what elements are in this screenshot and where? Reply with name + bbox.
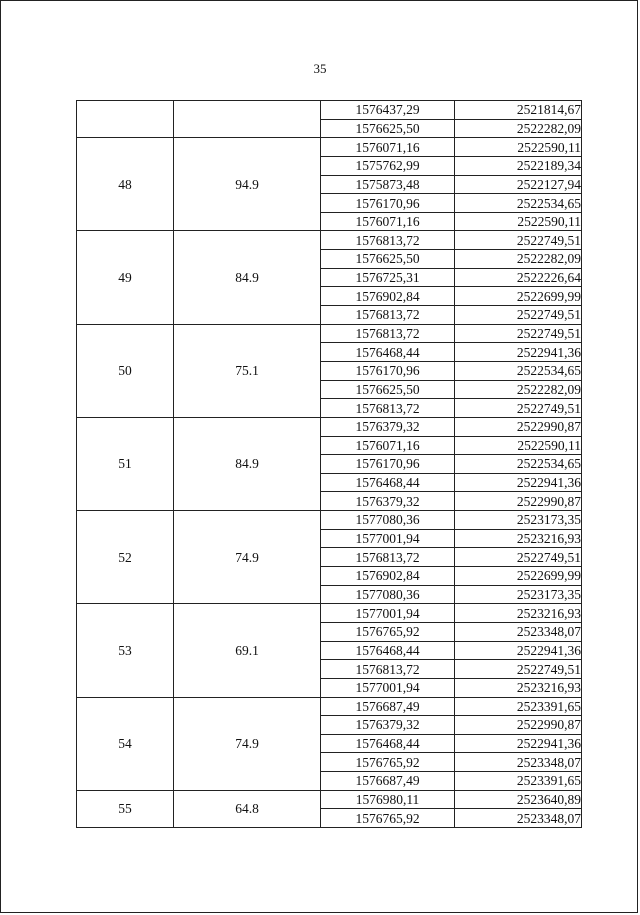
y-coordinate-cell: 2522699,99 [455,567,582,586]
parcel-number-cell: 51 [77,417,174,510]
x-coordinate-cell: 1576687,49 [321,697,455,716]
x-coordinate-cell: 1576813,72 [321,324,455,343]
y-coordinate-cell: 2522534,65 [455,455,582,474]
y-coordinate-cell: 2523173,35 [455,585,582,604]
x-coordinate-cell: 1576765,92 [321,622,455,641]
x-coordinate-cell: 1576625,50 [321,119,455,138]
parcel-value-cell: 74.9 [174,697,321,790]
y-coordinate-cell: 2523348,07 [455,809,582,828]
parcel-number-cell: 53 [77,604,174,697]
y-coordinate-cell: 2522590,11 [455,436,582,455]
x-coordinate-cell: 1576725,31 [321,268,455,287]
x-coordinate-cell: 1576468,44 [321,641,455,660]
y-coordinate-cell: 2523216,93 [455,529,582,548]
y-coordinate-cell: 2522282,09 [455,380,582,399]
parcel-number-cell: 49 [77,231,174,324]
y-coordinate-cell: 2522749,51 [455,231,582,250]
x-coordinate-cell: 1576379,32 [321,417,455,436]
x-coordinate-cell: 1576170,96 [321,455,455,474]
x-coordinate-cell: 1576687,49 [321,772,455,791]
x-coordinate-cell: 1576765,92 [321,809,455,828]
coordinates-table-body [77,101,582,828]
parcel-number-cell: 55 [77,790,174,827]
y-coordinate-cell: 2523391,65 [455,697,582,716]
y-coordinate-cell: 2522990,87 [455,417,582,436]
y-coordinate-cell: 2522590,11 [455,138,582,157]
y-coordinate-cell: 2523348,07 [455,622,582,641]
x-coordinate-cell: 1576379,32 [321,716,455,735]
x-coordinate-cell: 1577001,94 [321,604,455,623]
parcel-value-cell: 84.9 [174,231,321,324]
x-coordinate-cell: 1576170,96 [321,194,455,213]
parcel-value-cell: 75.1 [174,324,321,417]
y-coordinate-cell: 2522127,94 [455,175,582,194]
x-coordinate-cell: 1576379,32 [321,492,455,511]
y-coordinate-cell: 2522749,51 [455,548,582,567]
x-coordinate-cell: 1576813,72 [321,399,455,418]
table-row [77,417,582,436]
x-coordinate-cell: 1576765,92 [321,753,455,772]
x-coordinate-cell: 1576813,72 [321,660,455,679]
y-coordinate-cell: 2522590,11 [455,212,582,231]
parcel-number-cell: 50 [77,324,174,417]
x-coordinate-cell: 1577001,94 [321,678,455,697]
x-coordinate-cell: 1576071,16 [321,436,455,455]
table-row [77,604,582,623]
x-coordinate-cell: 1576468,44 [321,343,455,362]
table-row [77,138,582,157]
table-row [77,697,582,716]
y-coordinate-cell: 2523216,93 [455,604,582,623]
y-coordinate-cell: 2522941,36 [455,473,582,492]
page-number: 35 [313,61,327,76]
y-coordinate-cell: 2522534,65 [455,361,582,380]
coordinates-table [76,100,582,828]
parcel-value-cell [174,101,321,138]
x-coordinate-cell: 1576625,50 [321,250,455,269]
y-coordinate-cell: 2522749,51 [455,306,582,325]
x-coordinate-cell: 1576468,44 [321,473,455,492]
y-coordinate-cell: 2523216,93 [455,678,582,697]
x-coordinate-cell: 1576625,50 [321,380,455,399]
parcel-value-cell: 64.8 [174,790,321,827]
x-coordinate-cell: 1576813,72 [321,548,455,567]
x-coordinate-cell: 1577080,36 [321,511,455,530]
x-coordinate-cell: 1576437,29 [321,101,455,120]
y-coordinate-cell: 2522749,51 [455,324,582,343]
x-coordinate-cell: 1576071,16 [321,138,455,157]
y-coordinate-cell: 2522990,87 [455,492,582,511]
y-coordinate-cell: 2522534,65 [455,194,582,213]
y-coordinate-cell: 2523640,89 [455,790,582,809]
x-coordinate-cell: 1576813,72 [321,231,455,250]
x-coordinate-cell: 1577080,36 [321,585,455,604]
x-coordinate-cell: 1576980,11 [321,790,455,809]
parcel-number-cell: 48 [77,138,174,231]
parcel-number-cell [77,101,174,138]
y-coordinate-cell: 2522749,51 [455,660,582,679]
table-row [77,511,582,530]
y-coordinate-cell: 2523173,35 [455,511,582,530]
x-coordinate-cell: 1576813,72 [321,306,455,325]
parcel-number-cell: 52 [77,511,174,604]
x-coordinate-cell: 1576902,84 [321,567,455,586]
x-coordinate-cell: 1575762,99 [321,156,455,175]
x-coordinate-cell: 1576170,96 [321,361,455,380]
table-row [77,231,582,250]
x-coordinate-cell: 1576071,16 [321,212,455,231]
parcel-value-cell: 84.9 [174,417,321,510]
y-coordinate-cell: 2522941,36 [455,734,582,753]
y-coordinate-cell: 2522189,34 [455,156,582,175]
x-coordinate-cell: 1577001,94 [321,529,455,548]
x-coordinate-cell: 1576902,84 [321,287,455,306]
y-coordinate-cell: 2523348,07 [455,753,582,772]
table-row [77,790,582,809]
y-coordinate-cell: 2522941,36 [455,641,582,660]
y-coordinate-cell: 2522990,87 [455,716,582,735]
table-row [77,324,582,343]
y-coordinate-cell: 2522699,99 [455,287,582,306]
y-coordinate-cell: 2522226,64 [455,268,582,287]
y-coordinate-cell: 2522941,36 [455,343,582,362]
x-coordinate-cell: 1576468,44 [321,734,455,753]
parcel-number-cell: 54 [77,697,174,790]
y-coordinate-cell: 2522282,09 [455,250,582,269]
x-coordinate-cell: 1575873,48 [321,175,455,194]
y-coordinate-cell: 2522282,09 [455,119,582,138]
y-coordinate-cell: 2522749,51 [455,399,582,418]
parcel-value-cell: 69.1 [174,604,321,697]
y-coordinate-cell: 2523391,65 [455,772,582,791]
table-row [77,101,582,120]
y-coordinate-cell: 2521814,67 [455,101,582,120]
parcel-value-cell: 94.9 [174,138,321,231]
parcel-value-cell: 74.9 [174,511,321,604]
